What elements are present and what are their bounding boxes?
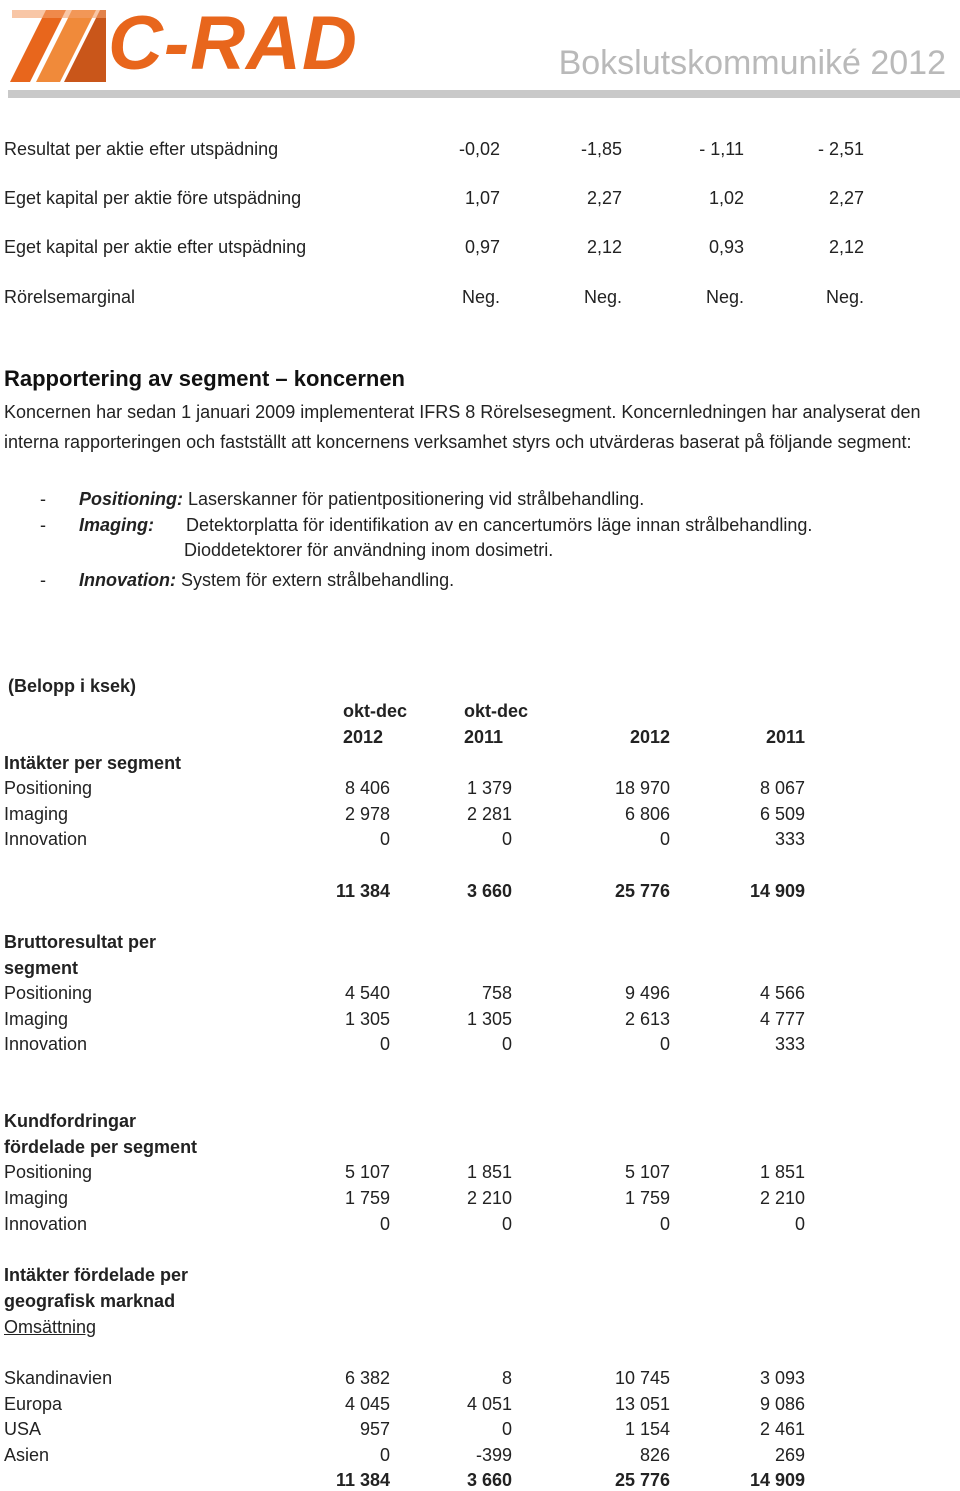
row-label: Innovation — [4, 1034, 88, 1054]
segment-name: Imaging: — [79, 515, 154, 535]
group-title: Intäkter per segment — [4, 753, 182, 773]
column-header: 2012 — [629, 727, 670, 747]
total-cell: 25 776 — [614, 1470, 670, 1490]
cell: 0 — [659, 829, 670, 849]
cell: 10 745 — [614, 1368, 670, 1388]
cell: 1 154 — [624, 1419, 670, 1439]
row-label: Positioning — [4, 778, 93, 798]
cell: 2 210 — [759, 1188, 805, 1208]
cell: 2 978 — [344, 804, 390, 824]
cell: 13 051 — [614, 1394, 670, 1414]
group-title: Bruttoresultat per — [4, 932, 157, 952]
cell: 2 461 — [759, 1419, 805, 1439]
bullet-dash: - — [40, 489, 46, 509]
cell: 0 — [379, 1214, 390, 1234]
cell: 5 107 — [344, 1162, 390, 1182]
document-title: Bokslutskommuniké 2012 — [558, 44, 946, 82]
cell: 1 305 — [466, 1009, 512, 1029]
cell: -399 — [475, 1445, 512, 1465]
cell: 0 — [659, 1214, 670, 1234]
cell: 9 496 — [624, 983, 670, 1003]
ratio-value: - 2,51 — [817, 139, 864, 159]
cell: 6 806 — [624, 804, 670, 824]
cell: 269 — [774, 1445, 805, 1465]
ratio-value: 1,02 — [708, 188, 744, 208]
cell: 1 759 — [344, 1188, 390, 1208]
cell: 4 777 — [759, 1009, 805, 1029]
total-cell: 14 909 — [749, 881, 805, 901]
cell: 0 — [659, 1034, 670, 1054]
cell: 0 — [379, 829, 390, 849]
column-header: 2011 — [464, 727, 504, 747]
row-label: Europa — [4, 1394, 63, 1414]
cell: 1 851 — [466, 1162, 512, 1182]
ratio-value: 2,27 — [828, 188, 864, 208]
bullet-dash: - — [40, 570, 46, 590]
column-header: 2011 — [765, 727, 805, 747]
header-divider — [8, 90, 960, 98]
cell: 0 — [379, 1445, 390, 1465]
segment-name: Positioning: — [79, 489, 183, 509]
ratio-value: 2,12 — [828, 237, 864, 257]
cell: 0 — [501, 1214, 512, 1234]
section-heading: Rapportering av segment – koncernen — [4, 366, 405, 391]
ratio-value: - 1,11 — [699, 139, 744, 159]
cell: 0 — [501, 829, 512, 849]
cell: 8 406 — [344, 778, 390, 798]
row-label: Imaging — [4, 1009, 69, 1029]
total-cell: 3 660 — [466, 881, 512, 901]
cell: 2 613 — [624, 1009, 670, 1029]
total-cell: 11 384 — [335, 881, 390, 901]
row-label: Innovation — [4, 1214, 88, 1234]
cell: 758 — [481, 983, 512, 1003]
logo-wordmark — [108, 0, 358, 87]
segment-name: Innovation: — [79, 570, 176, 590]
ratio-value: 2,12 — [586, 237, 622, 257]
segment-description: System för extern strålbehandling. — [181, 570, 455, 590]
cell: 4 540 — [344, 983, 390, 1003]
total-cell: 3 660 — [466, 1470, 512, 1490]
total-cell: 11 384 — [335, 1470, 390, 1490]
ratio-label: Resultat per aktie efter utspädning — [4, 139, 279, 159]
logo-wordmark-text: C-RAD — [108, 1, 358, 86]
row-label: Skandinavien — [4, 1368, 113, 1388]
segment-bullet — [79, 489, 644, 510]
ratio-value: Neg. — [825, 287, 864, 307]
ratio-value: Neg. — [583, 287, 622, 307]
cell: 0 — [501, 1034, 512, 1054]
cell: 957 — [359, 1419, 390, 1439]
ratio-value: 1,07 — [464, 188, 500, 208]
row-label: USA — [4, 1419, 42, 1439]
group-title: segment — [4, 958, 79, 978]
row-label: Positioning — [4, 983, 93, 1003]
ratio-value: 2,27 — [586, 188, 622, 208]
row-label: Asien — [4, 1445, 50, 1465]
bullet-dash: - — [40, 515, 46, 535]
cell: 333 — [774, 1034, 805, 1054]
ratio-value: Neg. — [461, 287, 500, 307]
total-cell: 25 776 — [614, 881, 670, 901]
cell: 0 — [794, 1214, 805, 1234]
cell: 8 — [501, 1368, 512, 1388]
segment-description: Dioddetektorer för användning inom dosimetri. — [184, 540, 554, 560]
cell: 4 051 — [466, 1394, 512, 1414]
ratio-label: Eget kapital per aktie före utspädning — [4, 188, 302, 208]
cell: 4 566 — [759, 983, 805, 1003]
cell: 5 107 — [624, 1162, 670, 1182]
cell: 4 045 — [344, 1394, 390, 1414]
group-title: geografisk marknad — [4, 1291, 176, 1311]
cell: 8 067 — [759, 778, 805, 798]
total-cell: 14 909 — [749, 1470, 805, 1490]
row-label: Innovation — [4, 829, 88, 849]
cell: 0 — [501, 1419, 512, 1439]
ratio-value: 0,93 — [708, 237, 744, 257]
ratio-value: 0,97 — [464, 237, 500, 257]
group-title: Intäkter fördelade per — [4, 1265, 189, 1285]
cell: 1 305 — [344, 1009, 390, 1029]
ratio-value: -0,02 — [458, 139, 500, 159]
segment-bullet — [79, 570, 454, 591]
ratio-label: Eget kapital per aktie efter utspädning — [4, 237, 307, 257]
group-title: fördelade per segment — [4, 1137, 198, 1157]
row-label: Imaging — [4, 804, 69, 824]
row-label: Imaging — [4, 1188, 69, 1208]
cell: 1 759 — [624, 1188, 670, 1208]
cell: 826 — [639, 1445, 670, 1465]
unit-label: (Belopp i ksek) — [8, 676, 137, 696]
cell: 333 — [774, 829, 805, 849]
cell: 2 281 — [466, 804, 512, 824]
cell: 9 086 — [759, 1394, 805, 1414]
cell: 6 509 — [759, 804, 805, 824]
cell: 18 970 — [614, 778, 670, 798]
segment-description: Detektorplatta för identifikation av en cancertumörs läge innan strålbehandling. — [186, 515, 813, 535]
column-header: okt-dec — [343, 701, 408, 721]
ratio-value: Neg. — [705, 287, 744, 307]
column-header: okt-dec — [464, 701, 529, 721]
cell: 2 210 — [466, 1188, 512, 1208]
row-label: Positioning — [4, 1162, 93, 1182]
segment-description: Laserskanner för patientpositionering vid strålbehandling. — [188, 489, 645, 509]
column-header: 2012 — [343, 727, 384, 747]
cell: 1 851 — [759, 1162, 805, 1182]
cell: 1 379 — [466, 778, 512, 798]
cell: 3 093 — [759, 1368, 805, 1388]
cell: 6 382 — [344, 1368, 390, 1388]
group-title: Kundfordringar — [4, 1111, 136, 1131]
section-paragraph: Koncernen har sedan 1 januari 2009 implementerat IFRS 8 Rörelsesegment. Koncernledningen har analyserat den interna rapporteringen och fastställt att koncernens verksamhet styrs och utvärderas baserat på följande segment: — [4, 402, 921, 452]
cell: 0 — [379, 1034, 390, 1054]
group-subtitle: Omsättning — [4, 1317, 97, 1337]
ratio-label: Rörelsemarginal — [4, 287, 136, 307]
ratio-value: -1,85 — [580, 139, 622, 159]
